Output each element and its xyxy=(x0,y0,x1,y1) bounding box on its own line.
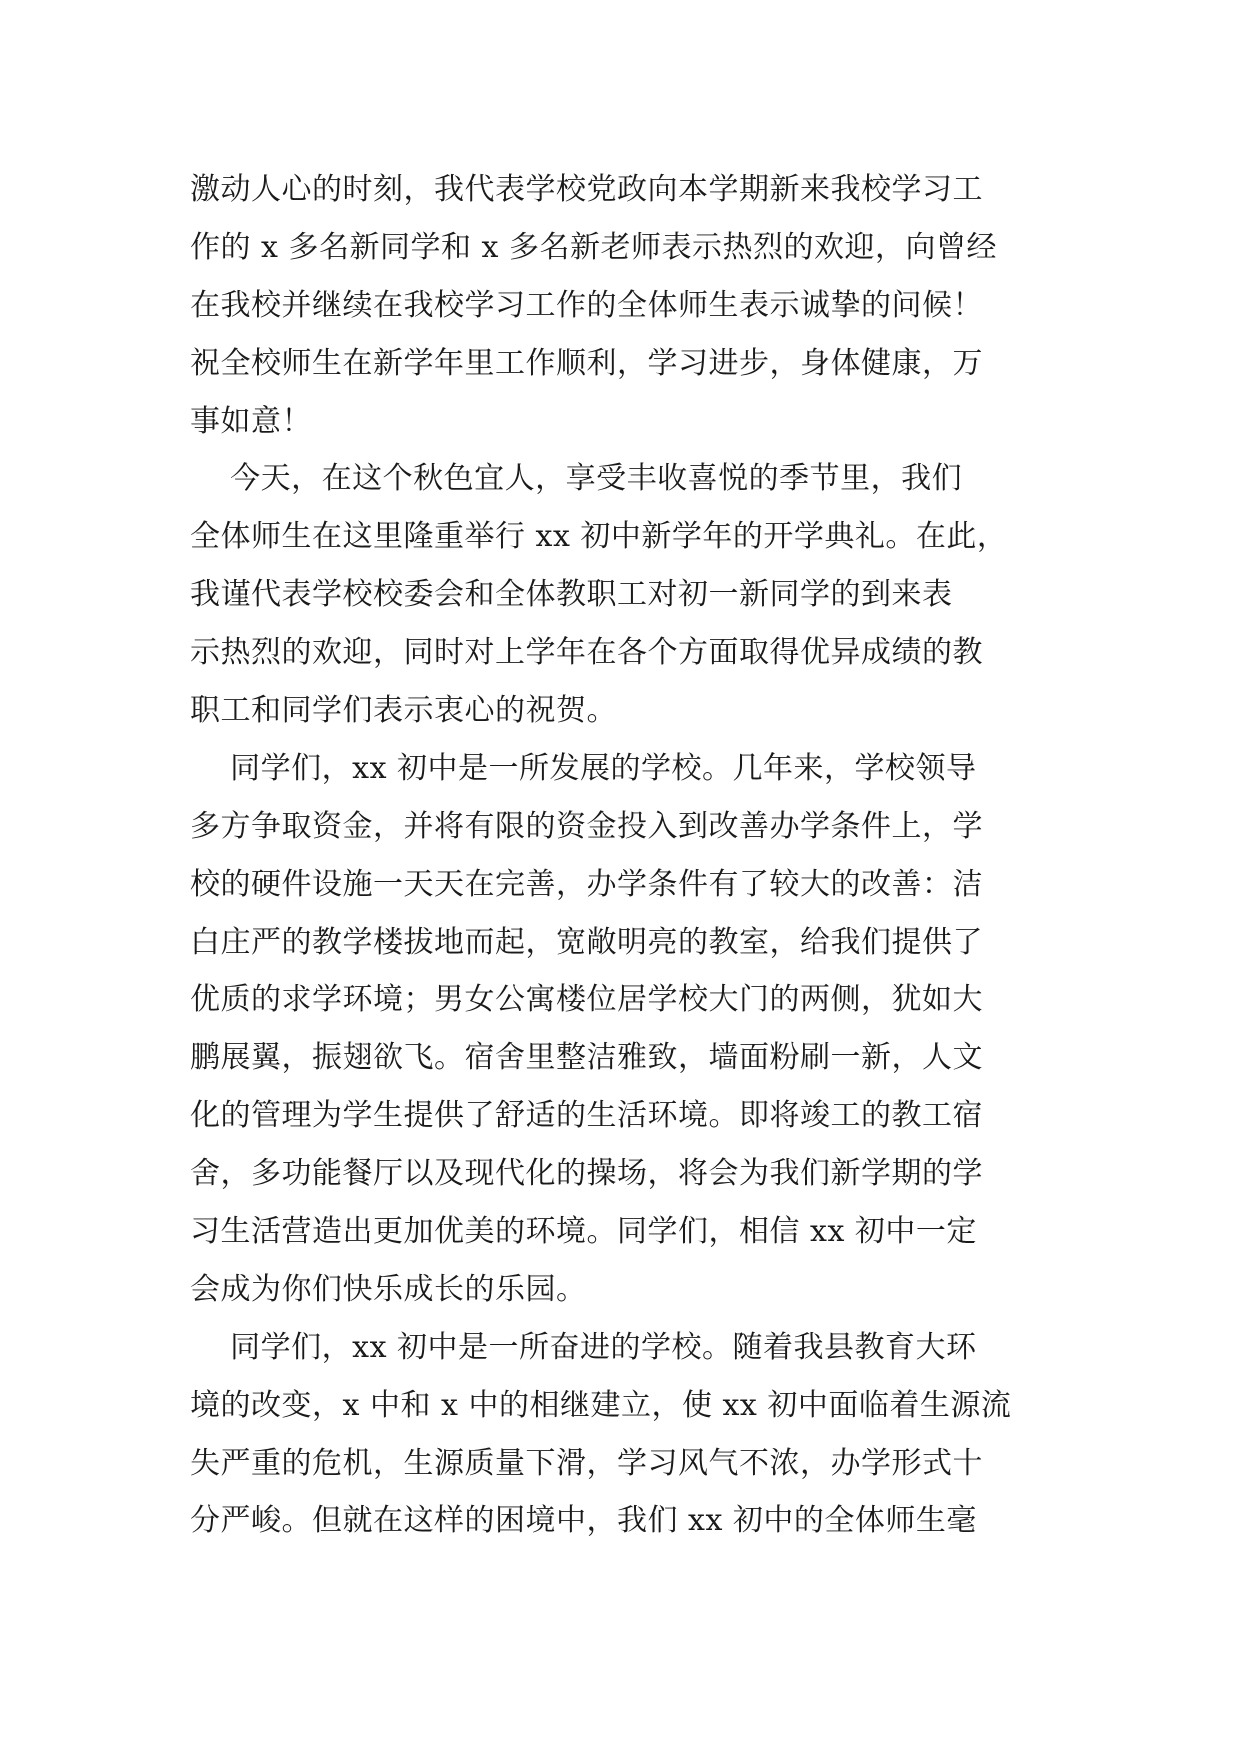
text-line: 在我校并继续在我校学习工作的全体师生表示诚挚的问候！ xyxy=(190,287,983,323)
text-line: 境的改变，x 中和 x 中的相继建立，使 xx 初中面临着生源流 xyxy=(190,1387,1012,1423)
text-line: 我谨代表学校校委会和全体教职工对初一新同学的到来表 xyxy=(190,577,953,613)
text-line: 祝全校师生在新学年里工作顺利，学习进步，身体健康，万 xyxy=(190,345,983,381)
text-line: 舍，多功能餐厅以及现代化的操场，将会为我们新学期的学 xyxy=(190,1156,983,1192)
text-line: 多方争取资金，并将有限的资金投入到改善办学条件上，学 xyxy=(190,808,983,844)
text-line: 习生活营造出更加优美的环境。同学们，相信 xx 初中一定 xyxy=(190,1214,977,1250)
text-line: 鹏展翼，振翅欲飞。宿舍里整洁雅致，墙面粉刷一新，人文 xyxy=(190,1040,983,1076)
text-line: 校的硬件设施一天天在完善，办学条件有了较大的改善：洁 xyxy=(190,866,983,902)
text-line: 同学们，xx 初中是一所发展的学校。几年来，学校领导 xyxy=(190,750,977,786)
body-text xyxy=(190,161,1060,1550)
text-line: 化的管理为学生提供了舒适的生活环境。即将竣工的教工宿 xyxy=(190,1098,983,1134)
text-line: 会成为你们快乐成长的乐园。 xyxy=(190,1271,587,1307)
text-line: 激动人心的时刻，我代表学校党政向本学期新来我校学习工 xyxy=(190,172,983,207)
text-line: 优质的求学环境；男女公寓楼位居学校大门的两侧，犹如大 xyxy=(190,982,983,1018)
text-line: 今天，在这个秋色宜人，享受丰收喜悦的季节里，我们 xyxy=(190,461,963,497)
text-line: 示热烈的欢迎，同时对上学年在各个方面取得优异成绩的教 xyxy=(190,635,983,671)
text-line: 分严峻。但就在这样的困境中，我们 xx 初中的全体师生毫 xyxy=(190,1503,977,1539)
text-line: 白庄严的教学楼拔地而起，宽敞明亮的教室，给我们提供了 xyxy=(190,924,983,960)
text-line: 作的 x 多名新同学和 x 多名新老师表示热烈的欢迎，向曾经 xyxy=(190,229,997,265)
text-line: 职工和同学们表示衷心的祝贺。 xyxy=(190,693,617,729)
text-line: 全体师生在这里隆重举行 xx 初中新学年的开学典礼。在此， xyxy=(190,519,1008,555)
text-line: 同学们，xx 初中是一所奋进的学校。随着我县教育大环 xyxy=(190,1329,977,1365)
text-line: 事如意！ xyxy=(190,403,312,439)
text-line: 失严重的危机，生源质量下滑，学习风气不浓，办学形式十 xyxy=(190,1445,983,1481)
